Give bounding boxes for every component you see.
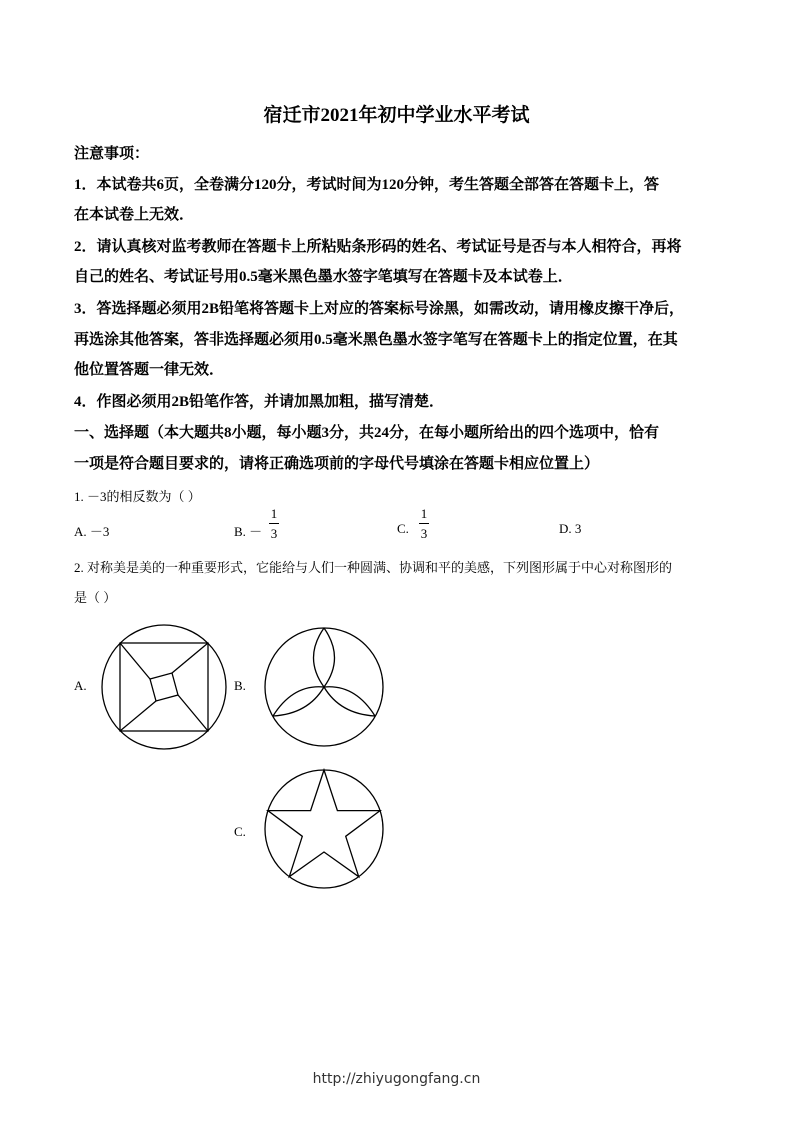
question-2-stem-line-2: 是（ ） (74, 590, 117, 605)
figure-b-three-arcs (263, 626, 385, 748)
notice-item-3-line-3: 他位置答题一律无效． (74, 362, 225, 378)
fraction-denominator: 3 (270, 526, 278, 541)
notice-item-2-line-2: 自己的姓名、考试证号用0.5毫米黑色墨水签字笔填写在答题卡及本试卷上． (74, 269, 573, 285)
question-1-option-c-label: C. (397, 521, 409, 536)
fraction-numerator: 1 (420, 506, 428, 521)
notice-heading: 注意事项： (74, 146, 150, 162)
notice-item-3-line-1: 3．答选择题必须用2B铅笔将答题卡上对应的答案标号涂黑，如需改动，请用橡皮擦干净后， (74, 301, 685, 317)
question-1-stem: 1. －3的相反数为（ ） (74, 489, 201, 504)
page-title: 宿迁市2021年初中学业水平考试 (263, 105, 530, 126)
question-1-option-b-label: B. － (234, 524, 263, 539)
fraction-bar (269, 523, 279, 524)
section-1-heading-line-2: 一项是符合题目要求的，请将正确选项前的字母代号填涂在答题卡相应位置上） (74, 456, 600, 472)
question-1-option-d: D. 3 (559, 521, 582, 536)
notice-item-1-line-1: 1．本试卷共6页，全卷满分120分，考试时间为120分钟，考生答题全部答在答题卡上，答 (74, 177, 660, 193)
question-2-option-c-label: C. (234, 824, 246, 839)
notice-item-3-line-2: 再选涂其他答案，答非选择题必须用0.5毫米黑色墨水签字笔写在答题卡上的指定位置，在其 (74, 332, 678, 348)
question-1-option-a: A. －3 (74, 524, 110, 539)
figure-a-pinwheel-square (99, 622, 229, 752)
notice-item-4: 4．作图必须用2B铅笔作答，并请加黑加粗，描写清楚． (74, 394, 445, 410)
question-2-option-a-label: A. (74, 678, 87, 693)
section-1-heading-line-1: 一、选择题（本大题共8小题，每小题3分，共24分，在每小题所给出的四个选项中，恰有 (74, 425, 660, 441)
question-2-option-b-label: B. (234, 678, 246, 693)
fraction-numerator: 1 (270, 506, 278, 521)
notice-item-2-line-1: 2．请认真核对监考教师在答题卡上所粘贴条形码的姓名、考试证号是否与本人相符合，再将 (74, 239, 682, 255)
notice-item-1-line-2: 在本试卷上无效． (74, 207, 195, 223)
footer-url: http://zhiyugongfang.cn (312, 1071, 481, 1087)
fraction-denominator: 3 (420, 526, 428, 541)
fraction-bar (419, 523, 429, 524)
question-2-stem-line-1: 2. 对称美是美的一种重要形式，它能给与人们一种圆满、协调和平的美感，下列图形属于中心对称图形的 (74, 560, 673, 575)
question-1-option-b-fraction (266, 506, 282, 542)
figure-c-star-in-circle (263, 768, 385, 890)
question-1-option-c-fraction (416, 506, 432, 542)
